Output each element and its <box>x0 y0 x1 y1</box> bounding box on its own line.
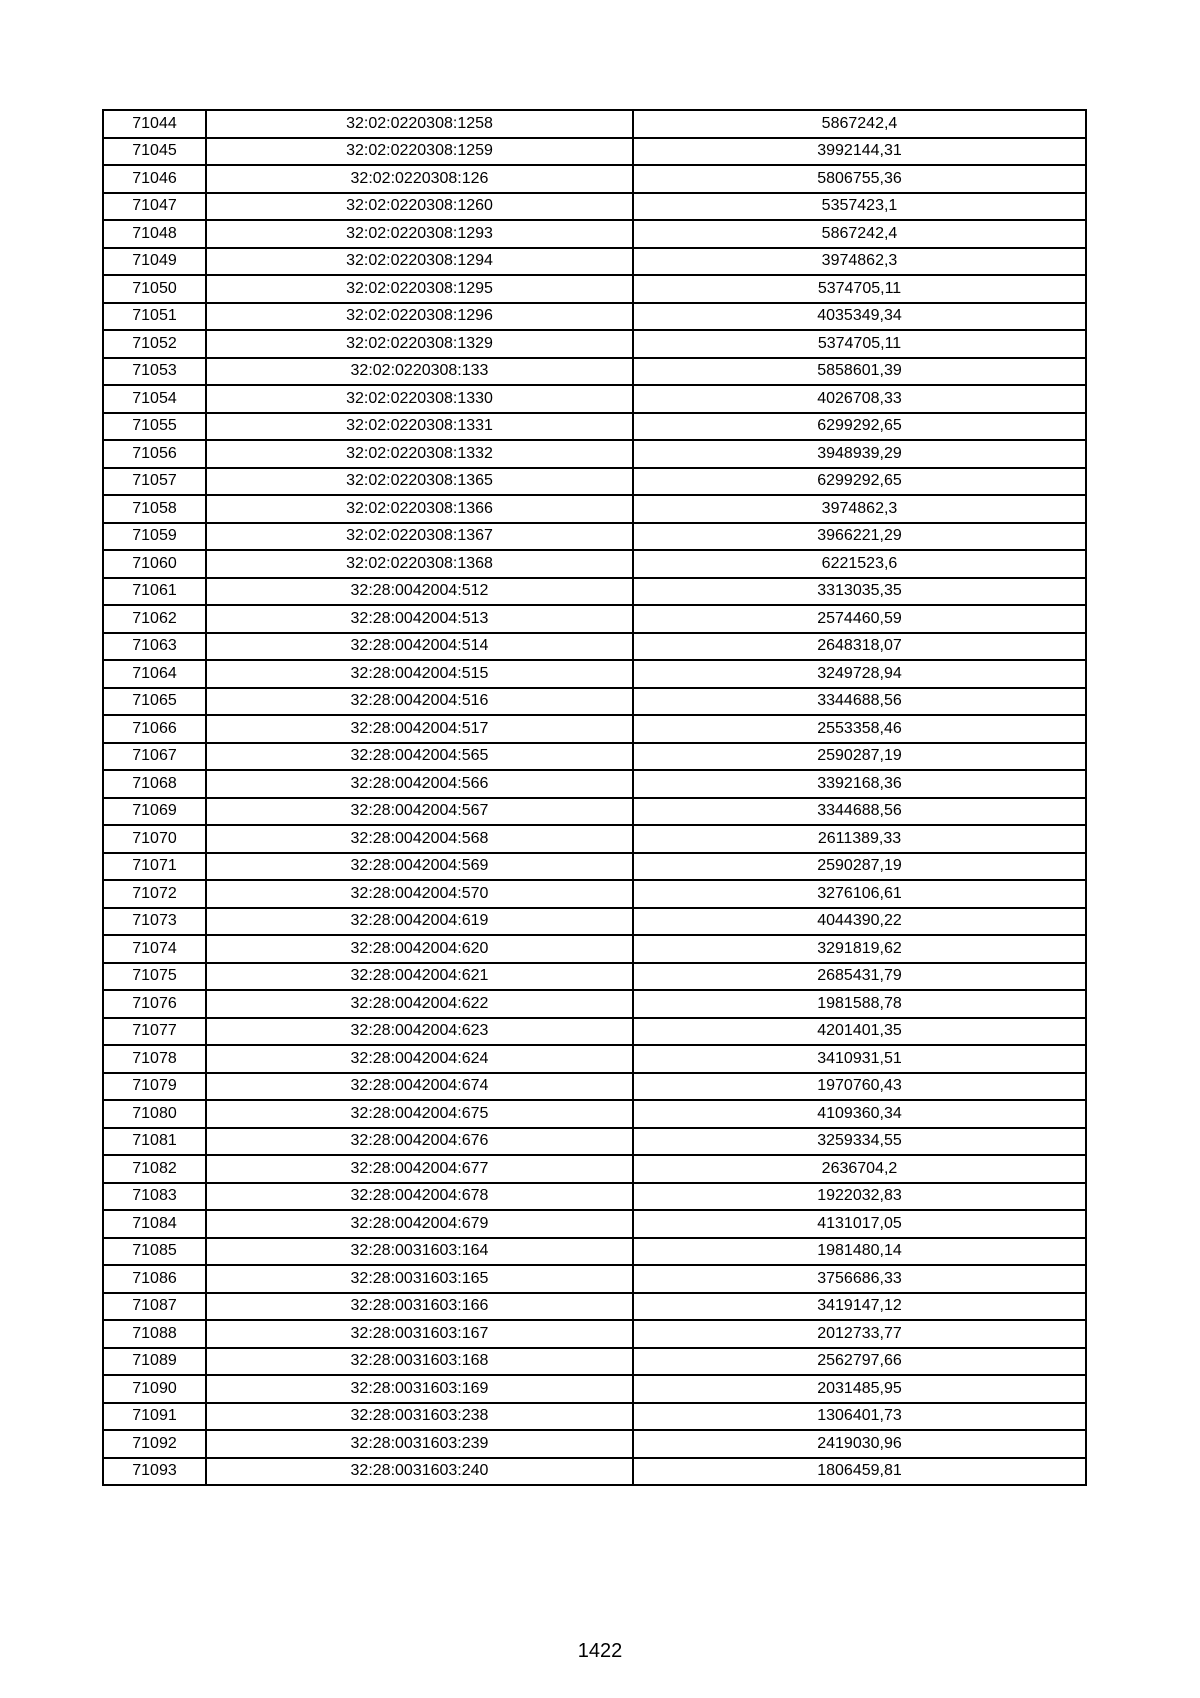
value-cell: 4109360,34 <box>633 1100 1086 1128</box>
row-number-cell: 71080 <box>103 1100 206 1128</box>
row-number-cell: 71083 <box>103 1183 206 1211</box>
table-row <box>103 358 1086 386</box>
value-cell: 2590287,19 <box>633 743 1086 771</box>
cadastral-number-cell: 32:28:0031603:240 <box>206 1458 633 1486</box>
value-cell: 2685431,79 <box>633 963 1086 991</box>
cadastral-number-cell: 32:28:0042004:676 <box>206 1128 633 1156</box>
value-cell: 3966221,29 <box>633 523 1086 551</box>
cadastral-number-cell: 32:02:0220308:1258 <box>206 110 633 138</box>
row-number-cell: 71063 <box>103 633 206 661</box>
table-row <box>103 165 1086 193</box>
value-cell: 3756686,33 <box>633 1265 1086 1293</box>
value-cell: 4044390,22 <box>633 908 1086 936</box>
value-cell: 3948939,29 <box>633 440 1086 468</box>
row-number-cell: 71059 <box>103 523 206 551</box>
value-cell: 3974862,3 <box>633 495 1086 523</box>
value-cell: 2648318,07 <box>633 633 1086 661</box>
table-row <box>103 220 1086 248</box>
row-number-cell: 71054 <box>103 385 206 413</box>
value-cell: 5374705,11 <box>633 275 1086 303</box>
table-row <box>103 1265 1086 1293</box>
value-cell: 3291819,62 <box>633 935 1086 963</box>
value-cell: 3344688,56 <box>633 798 1086 826</box>
table-row <box>103 1348 1086 1376</box>
value-cell: 4026708,33 <box>633 385 1086 413</box>
cadastral-number-cell: 32:28:0042004:623 <box>206 1018 633 1046</box>
cadastral-number-cell: 32:28:0042004:679 <box>206 1210 633 1238</box>
row-number-cell: 71067 <box>103 743 206 771</box>
row-number-cell: 71047 <box>103 193 206 221</box>
value-cell: 3974862,3 <box>633 248 1086 276</box>
row-number-cell: 71050 <box>103 275 206 303</box>
cadastral-number-cell: 32:28:0042004:622 <box>206 990 633 1018</box>
cadastral-number-cell: 32:02:0220308:1295 <box>206 275 633 303</box>
table-row <box>103 688 1086 716</box>
cadastral-number-cell: 32:28:0042004:566 <box>206 770 633 798</box>
table-row <box>103 1045 1086 1073</box>
cadastral-number-cell: 32:02:0220308:1294 <box>206 248 633 276</box>
row-number-cell: 71066 <box>103 715 206 743</box>
value-cell: 6299292,65 <box>633 468 1086 496</box>
cadastral-number-cell: 32:28:0042004:569 <box>206 853 633 881</box>
value-cell: 5357423,1 <box>633 193 1086 221</box>
value-cell: 3259334,55 <box>633 1128 1086 1156</box>
table-row <box>103 853 1086 881</box>
table-body <box>103 110 1086 1485</box>
cadastral-number-cell: 32:28:0042004:620 <box>206 935 633 963</box>
table-row <box>103 1073 1086 1101</box>
value-cell: 2611389,33 <box>633 825 1086 853</box>
table-row <box>103 440 1086 468</box>
row-number-cell: 71073 <box>103 908 206 936</box>
row-number-cell: 71061 <box>103 578 206 606</box>
table-row <box>103 578 1086 606</box>
row-number-cell: 71081 <box>103 1128 206 1156</box>
value-cell: 1970760,43 <box>633 1073 1086 1101</box>
row-number-cell: 71086 <box>103 1265 206 1293</box>
cadastral-number-cell: 32:28:0042004:512 <box>206 578 633 606</box>
cadastral-number-cell: 32:02:0220308:1366 <box>206 495 633 523</box>
cadastral-number-cell: 32:02:0220308:1367 <box>206 523 633 551</box>
row-number-cell: 71074 <box>103 935 206 963</box>
cadastral-number-cell: 32:28:0042004:678 <box>206 1183 633 1211</box>
value-cell: 2012733,77 <box>633 1320 1086 1348</box>
table-row <box>103 193 1086 221</box>
value-cell: 4201401,35 <box>633 1018 1086 1046</box>
row-number-cell: 71075 <box>103 963 206 991</box>
cadastral-number-cell: 32:28:0031603:169 <box>206 1375 633 1403</box>
table-row <box>103 990 1086 1018</box>
cadastral-number-cell: 32:02:0220308:1260 <box>206 193 633 221</box>
cadastral-number-cell: 32:28:0031603:166 <box>206 1293 633 1321</box>
row-number-cell: 71049 <box>103 248 206 276</box>
table-row <box>103 1430 1086 1458</box>
table-row <box>103 605 1086 633</box>
row-number-cell: 71045 <box>103 138 206 166</box>
value-cell: 1306401,73 <box>633 1403 1086 1431</box>
row-number-cell: 71052 <box>103 330 206 358</box>
cadastral-number-cell: 32:28:0042004:674 <box>206 1073 633 1101</box>
value-cell: 3419147,12 <box>633 1293 1086 1321</box>
table-row <box>103 880 1086 908</box>
table-row <box>103 550 1086 578</box>
table-row <box>103 770 1086 798</box>
table-row <box>103 330 1086 358</box>
row-number-cell: 71092 <box>103 1430 206 1458</box>
cadastral-value-table <box>102 109 1087 1486</box>
table-row <box>103 1458 1086 1486</box>
cadastral-number-cell: 32:28:0031603:167 <box>206 1320 633 1348</box>
cadastral-number-cell: 32:28:0042004:514 <box>206 633 633 661</box>
row-number-cell: 71088 <box>103 1320 206 1348</box>
value-cell: 5867242,4 <box>633 220 1086 248</box>
table-row <box>103 743 1086 771</box>
value-cell: 2590287,19 <box>633 853 1086 881</box>
row-number-cell: 71065 <box>103 688 206 716</box>
value-cell: 5374705,11 <box>633 330 1086 358</box>
row-number-cell: 71089 <box>103 1348 206 1376</box>
row-number-cell: 71093 <box>103 1458 206 1486</box>
table-row <box>103 1293 1086 1321</box>
cadastral-number-cell: 32:28:0031603:168 <box>206 1348 633 1376</box>
value-cell: 5806755,36 <box>633 165 1086 193</box>
value-cell: 2574460,59 <box>633 605 1086 633</box>
cadastral-number-cell: 32:28:0042004:677 <box>206 1155 633 1183</box>
table-row <box>103 138 1086 166</box>
table-row <box>103 1183 1086 1211</box>
row-number-cell: 71064 <box>103 660 206 688</box>
table-row <box>103 715 1086 743</box>
table-row <box>103 1155 1086 1183</box>
cadastral-number-cell: 32:28:0042004:624 <box>206 1045 633 1073</box>
row-number-cell: 71076 <box>103 990 206 1018</box>
table-row <box>103 303 1086 331</box>
cadastral-number-cell: 32:28:0042004:621 <box>206 963 633 991</box>
table-row <box>103 275 1086 303</box>
row-number-cell: 71077 <box>103 1018 206 1046</box>
table-row <box>103 468 1086 496</box>
cadastral-number-cell: 32:02:0220308:1368 <box>206 550 633 578</box>
cadastral-number-cell: 32:28:0042004:565 <box>206 743 633 771</box>
row-number-cell: 71078 <box>103 1045 206 1073</box>
row-number-cell: 71068 <box>103 770 206 798</box>
table-row <box>103 495 1086 523</box>
cadastral-number-cell: 32:28:0042004:517 <box>206 715 633 743</box>
value-cell: 1922032,83 <box>633 1183 1086 1211</box>
cadastral-number-cell: 32:28:0042004:619 <box>206 908 633 936</box>
cadastral-number-cell: 32:02:0220308:1330 <box>206 385 633 413</box>
table-row <box>103 110 1086 138</box>
table-row <box>103 1018 1086 1046</box>
row-number-cell: 71070 <box>103 825 206 853</box>
value-cell: 1806459,81 <box>633 1458 1086 1486</box>
row-number-cell: 71091 <box>103 1403 206 1431</box>
row-number-cell: 71057 <box>103 468 206 496</box>
row-number-cell: 71055 <box>103 413 206 441</box>
table-row <box>103 1128 1086 1156</box>
cadastral-number-cell: 32:02:0220308:1365 <box>206 468 633 496</box>
row-number-cell: 71051 <box>103 303 206 331</box>
cadastral-number-cell: 32:02:0220308:1296 <box>206 303 633 331</box>
table-row <box>103 248 1086 276</box>
cadastral-number-cell: 32:02:0220308:1293 <box>206 220 633 248</box>
value-cell: 3410931,51 <box>633 1045 1086 1073</box>
value-cell: 2562797,66 <box>633 1348 1086 1376</box>
cadastral-number-cell: 32:28:0042004:513 <box>206 605 633 633</box>
cadastral-number-cell: 32:02:0220308:1331 <box>206 413 633 441</box>
table-row <box>103 1238 1086 1266</box>
value-cell: 2419030,96 <box>633 1430 1086 1458</box>
cadastral-number-cell: 32:28:0042004:515 <box>206 660 633 688</box>
cadastral-number-cell: 32:02:0220308:133 <box>206 358 633 386</box>
cadastral-number-cell: 32:02:0220308:1332 <box>206 440 633 468</box>
cadastral-number-cell: 32:28:0042004:567 <box>206 798 633 826</box>
table-row <box>103 1100 1086 1128</box>
table-row <box>103 963 1086 991</box>
value-cell: 3313035,35 <box>633 578 1086 606</box>
row-number-cell: 71056 <box>103 440 206 468</box>
value-cell: 6299292,65 <box>633 413 1086 441</box>
table-row <box>103 908 1086 936</box>
table-row <box>103 1320 1086 1348</box>
value-cell: 1981588,78 <box>633 990 1086 1018</box>
cadastral-number-cell: 32:28:0042004:516 <box>206 688 633 716</box>
table-row <box>103 385 1086 413</box>
cadastral-number-cell: 32:28:0031603:165 <box>206 1265 633 1293</box>
row-number-cell: 71082 <box>103 1155 206 1183</box>
row-number-cell: 71079 <box>103 1073 206 1101</box>
table-row <box>103 413 1086 441</box>
row-number-cell: 71046 <box>103 165 206 193</box>
row-number-cell: 71090 <box>103 1375 206 1403</box>
row-number-cell: 71060 <box>103 550 206 578</box>
cadastral-number-cell: 32:02:0220308:126 <box>206 165 633 193</box>
value-cell: 4131017,05 <box>633 1210 1086 1238</box>
value-cell: 3392168,36 <box>633 770 1086 798</box>
value-cell: 3276106,61 <box>633 880 1086 908</box>
value-cell: 4035349,34 <box>633 303 1086 331</box>
table-row <box>103 1375 1086 1403</box>
table-row <box>103 935 1086 963</box>
table-row <box>103 660 1086 688</box>
table-row <box>103 825 1086 853</box>
row-number-cell: 71062 <box>103 605 206 633</box>
table-row <box>103 633 1086 661</box>
row-number-cell: 71084 <box>103 1210 206 1238</box>
cadastral-number-cell: 32:28:0031603:238 <box>206 1403 633 1431</box>
table-row <box>103 798 1086 826</box>
value-cell: 2553358,46 <box>633 715 1086 743</box>
row-number-cell: 71044 <box>103 110 206 138</box>
cadastral-number-cell: 32:28:0042004:675 <box>206 1100 633 1128</box>
value-cell: 5867242,4 <box>633 110 1086 138</box>
row-number-cell: 71087 <box>103 1293 206 1321</box>
value-cell: 3344688,56 <box>633 688 1086 716</box>
page-number: 1422 <box>577 1640 623 1662</box>
value-cell: 5858601,39 <box>633 358 1086 386</box>
value-cell: 2636704,2 <box>633 1155 1086 1183</box>
table-row <box>103 1403 1086 1431</box>
cadastral-number-cell: 32:02:0220308:1329 <box>206 330 633 358</box>
table-row <box>103 523 1086 551</box>
value-cell: 3249728,94 <box>633 660 1086 688</box>
cadastral-number-cell: 32:28:0031603:164 <box>206 1238 633 1266</box>
cadastral-number-cell: 32:28:0042004:568 <box>206 825 633 853</box>
cadastral-number-cell: 32:02:0220308:1259 <box>206 138 633 166</box>
cadastral-number-cell: 32:28:0042004:570 <box>206 880 633 908</box>
row-number-cell: 71058 <box>103 495 206 523</box>
value-cell: 2031485,95 <box>633 1375 1086 1403</box>
cadastral-number-cell: 32:28:0031603:239 <box>206 1430 633 1458</box>
value-cell: 6221523,6 <box>633 550 1086 578</box>
row-number-cell: 71053 <box>103 358 206 386</box>
row-number-cell: 71072 <box>103 880 206 908</box>
value-cell: 3992144,31 <box>633 138 1086 166</box>
row-number-cell: 71071 <box>103 853 206 881</box>
row-number-cell: 71048 <box>103 220 206 248</box>
value-cell: 1981480,14 <box>633 1238 1086 1266</box>
row-number-cell: 71085 <box>103 1238 206 1266</box>
table-row <box>103 1210 1086 1238</box>
row-number-cell: 71069 <box>103 798 206 826</box>
